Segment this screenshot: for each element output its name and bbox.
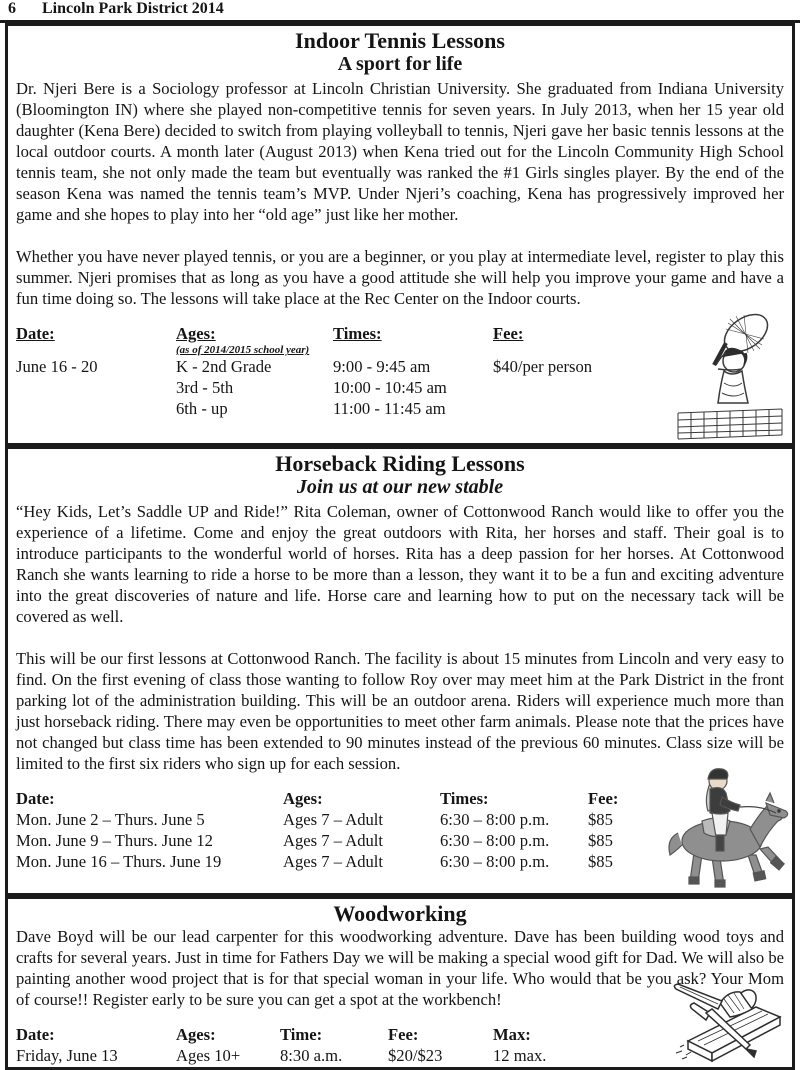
tennis-player-icon	[674, 313, 786, 441]
woodworking-title: Woodworking	[333, 901, 467, 926]
horseback-table-header-row: Date: Ages: Times: Fee:	[16, 789, 619, 809]
tennis-col-ages: Ages: (as of 2014/2015 school year)	[176, 323, 333, 356]
page-header	[0, 0, 800, 23]
horseback-title: Horseback Riding Lessons	[275, 451, 525, 476]
woodworking-table-header-row: Date: Ages: Time: Fee: Max:	[16, 1025, 531, 1045]
section-woodworking	[5, 896, 795, 1070]
tennis-col-times: Times:	[333, 324, 382, 344]
tennis-subtitle: A sport for life	[337, 53, 463, 76]
section-horseback-riding	[5, 446, 795, 896]
tennis-fee: $40/per person	[493, 357, 593, 377]
tennis-paragraph-2: Whether you have never played tennis, or you are a beginner, or you play at intermediate level, register to play this summer. Njeri promises that as long as you have a good attitude she will help you improve your game and have a fun time doing so. The lessons will take place at the Rec Center on the Indoor courts.	[16, 247, 784, 309]
woodworking-paragraph-1: Dave Boyd will be our lead carpenter for this woodworking adventure. Dave has been building wood toys and crafts for several years. Just in time for Fathers Day we will be making a special wood gift for Dad. We will also be painting another wood project that is for that special woman in your life. Who would that be you ask? Your Mom of course!! Register early to be sure you can get a spot at the workbench!	[16, 927, 784, 1010]
horseback-paragraph-2: This will be our first lessons at Cottonwood Ranch. The facility is about 15 minutes from Lincoln and very easy to find. On the first evening of class those wanting to follow Roy over may meet him at the Park District in the front parking lot of the administration building. This will be an outdoor arena. Riders will experience much more than just horseback riding. There may even be opportunities to meet other farm animals. Please note that the prices have not changed but class time has been extended to 90 minutes instead of the previous 60 minutes. Class size will be limited to the first six riders who sign up for each session.	[16, 649, 784, 774]
page-number: 6	[8, 0, 16, 17]
woodworking-tools-icon	[658, 983, 784, 1065]
horseback-row-2: Mon. June 9 – Thurs. June 12 Ages 7 – Adult 6:30 – 8:00 p.m. $85	[16, 831, 613, 851]
tennis-col-date: Date:	[16, 324, 55, 344]
tennis-table-body-row	[16, 356, 784, 419]
horseback-row-3: Mon. June 16 – Thurs. June 19 Ages 7 – Adult 6:30 – 8:00 p.m. $85	[16, 852, 613, 872]
horseback-paragraph-1: “Hey Kids, Let’s Saddle UP and Ride!” Rita Coleman, owner of Cottonwood Ranch would like to offer you the experience of a lifetime. Come and enjoy the great outdoors with Rita, her horses and staff. Their goal is to introduce participants to the wonderful world of horses. Rita has a deep passion for her horses. At Cottonwood Ranch she wants learning to ride a horse to be more than a lesson, they want it to be a fun and exciting adventure into the great discoveries of nature and life. Horse care and learning how to put on the necessary tack will be covered as well.	[16, 502, 784, 627]
tennis-paragraph-1: Dr. Njeri Bere is a Sociology professor at Lincoln Christian University. She graduated from Indiana University (Bloomington IN) where she played non-competitive tennis for seven years. In July 2013, when her 15 year old daughter (Kena Bere) decided to switch from playing volleyball to tennis, Njeri gave her basic tennis lessons at the local outdoor courts. A month later (August 2013) when Kena tried out for the Lincoln Community High School tennis team, she not only made the team but eventually was ranked the #1 Girls singles player. By the end of the season Kena was named the tennis team’s MVP. Under Njeri’s coaching, Kena has progressively improved her game and she hopes to play into her “old age” just like her mother.	[16, 79, 784, 225]
tennis-title: Indoor Tennis Lessons	[295, 28, 505, 53]
woodworking-row-1: Friday, June 13 Ages 10+ 8:30 a.m. $20/$23 12 max.	[16, 1046, 547, 1066]
tennis-table-header-row	[16, 323, 784, 356]
tennis-times-list: 9:00 - 9:45 am 10:00 - 10:45 am 11:00 - 11:45 am	[333, 357, 447, 419]
section-indoor-tennis	[5, 23, 795, 446]
tennis-schedule-table	[16, 323, 784, 419]
page-header-title: Lincoln Park District 2014	[42, 0, 224, 17]
horseback-rider-icon	[660, 755, 792, 893]
horseback-row-1: Mon. June 2 – Thurs. June 5 Ages 7 – Adult 6:30 – 8:00 p.m. $85	[16, 810, 613, 830]
tennis-col-fee: Fee:	[493, 324, 524, 344]
tennis-ages-note: (as of 2014/2015 school year)	[176, 344, 310, 357]
tennis-date: June 16 - 20	[16, 357, 98, 377]
tennis-ages-list: K - 2nd Grade 3rd - 5th 6th - up	[176, 357, 272, 419]
horseback-subtitle: Join us at our new stable	[296, 476, 504, 499]
